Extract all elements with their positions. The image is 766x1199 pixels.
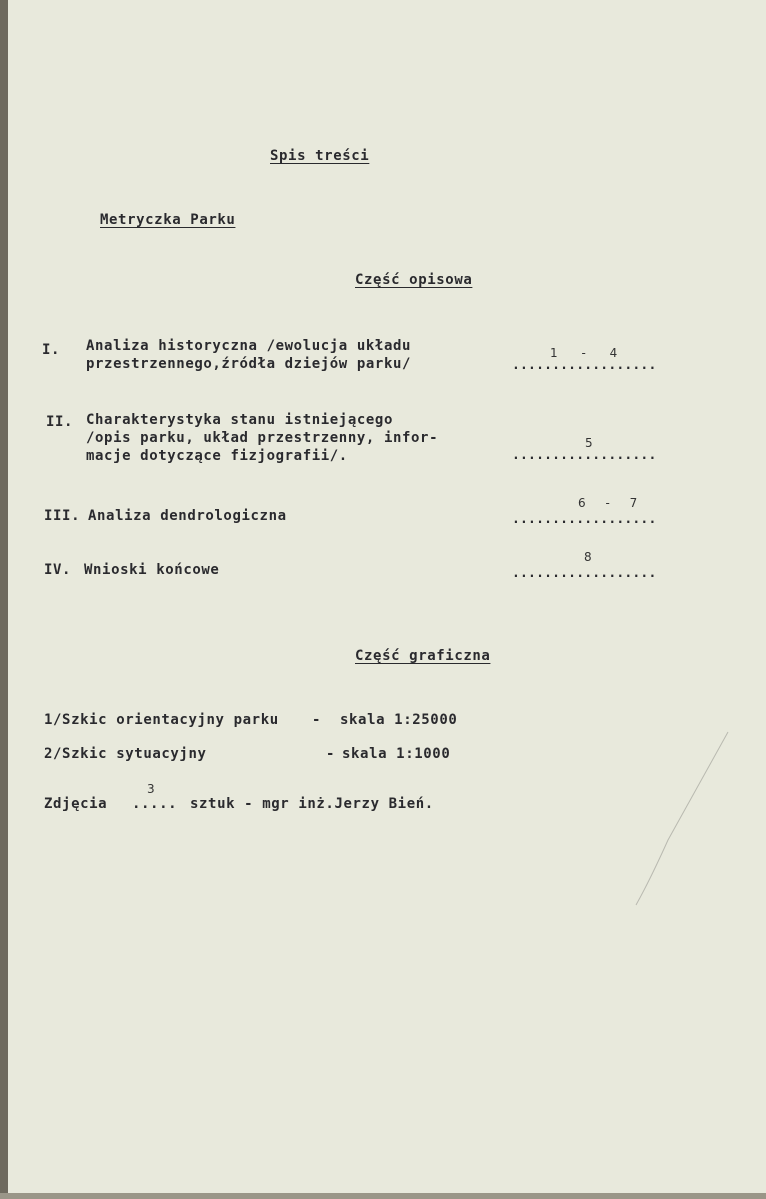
photos-suffix: sztuk - mgr inż.Jerzy Bień. [190,796,434,812]
graphic-item-separator: - [312,712,322,728]
toc-leader-dots: .................. [512,566,657,581]
graphic-section-heading: Część graficzna [355,648,491,664]
toc-text-line: /opis parku, układ przestrzenny, infor- [86,430,439,446]
photos-dots: ..... [132,796,178,812]
document-title: Spis treści [270,148,370,164]
toc-text-line: Wnioski końcowe [84,562,220,578]
toc-text-line: macje dotyczące fizjografii/. [86,448,348,464]
graphic-item-label: 1/Szkic orientacyjny parku [44,712,279,728]
graphic-item-scale: skala 1:25000 [340,712,458,728]
toc-leader-dots: .................. [512,358,657,373]
graphic-item-scale: skala 1:1000 [342,746,451,762]
toc-text-line: Analiza historyczna /ewolucja układu [86,338,412,354]
toc-page-numbers: 1 - 4 [550,346,628,360]
graphic-item-separator: - [326,746,336,762]
metryczka-heading: Metryczka Parku [100,212,236,228]
toc-number: I. [42,342,61,358]
toc-number: II. [46,414,74,430]
toc-page-numbers: 8 [584,550,592,564]
graphic-item-label: 2/Szkic sytuacyjny [44,746,207,762]
toc-leader-dots: .................. [512,512,657,527]
toc-page-numbers: 6 - 7 [578,496,646,510]
descriptive-section-heading: Część opisowa [355,272,473,288]
toc-text-line: Analiza dendrologiczna [88,508,287,524]
toc-number: III. [44,508,81,524]
toc-number: IV. [44,562,72,578]
toc-text-line: Charakterystyka stanu istniejącego [86,412,393,428]
toc-page-numbers: 5 [585,436,593,450]
toc-leader-dots: .................. [512,448,657,463]
photos-label: Zdjęcia [44,796,108,812]
toc-text-line: przestrzennego,źródła dziejów parku/ [86,356,412,372]
photos-count: 3 [147,782,155,796]
